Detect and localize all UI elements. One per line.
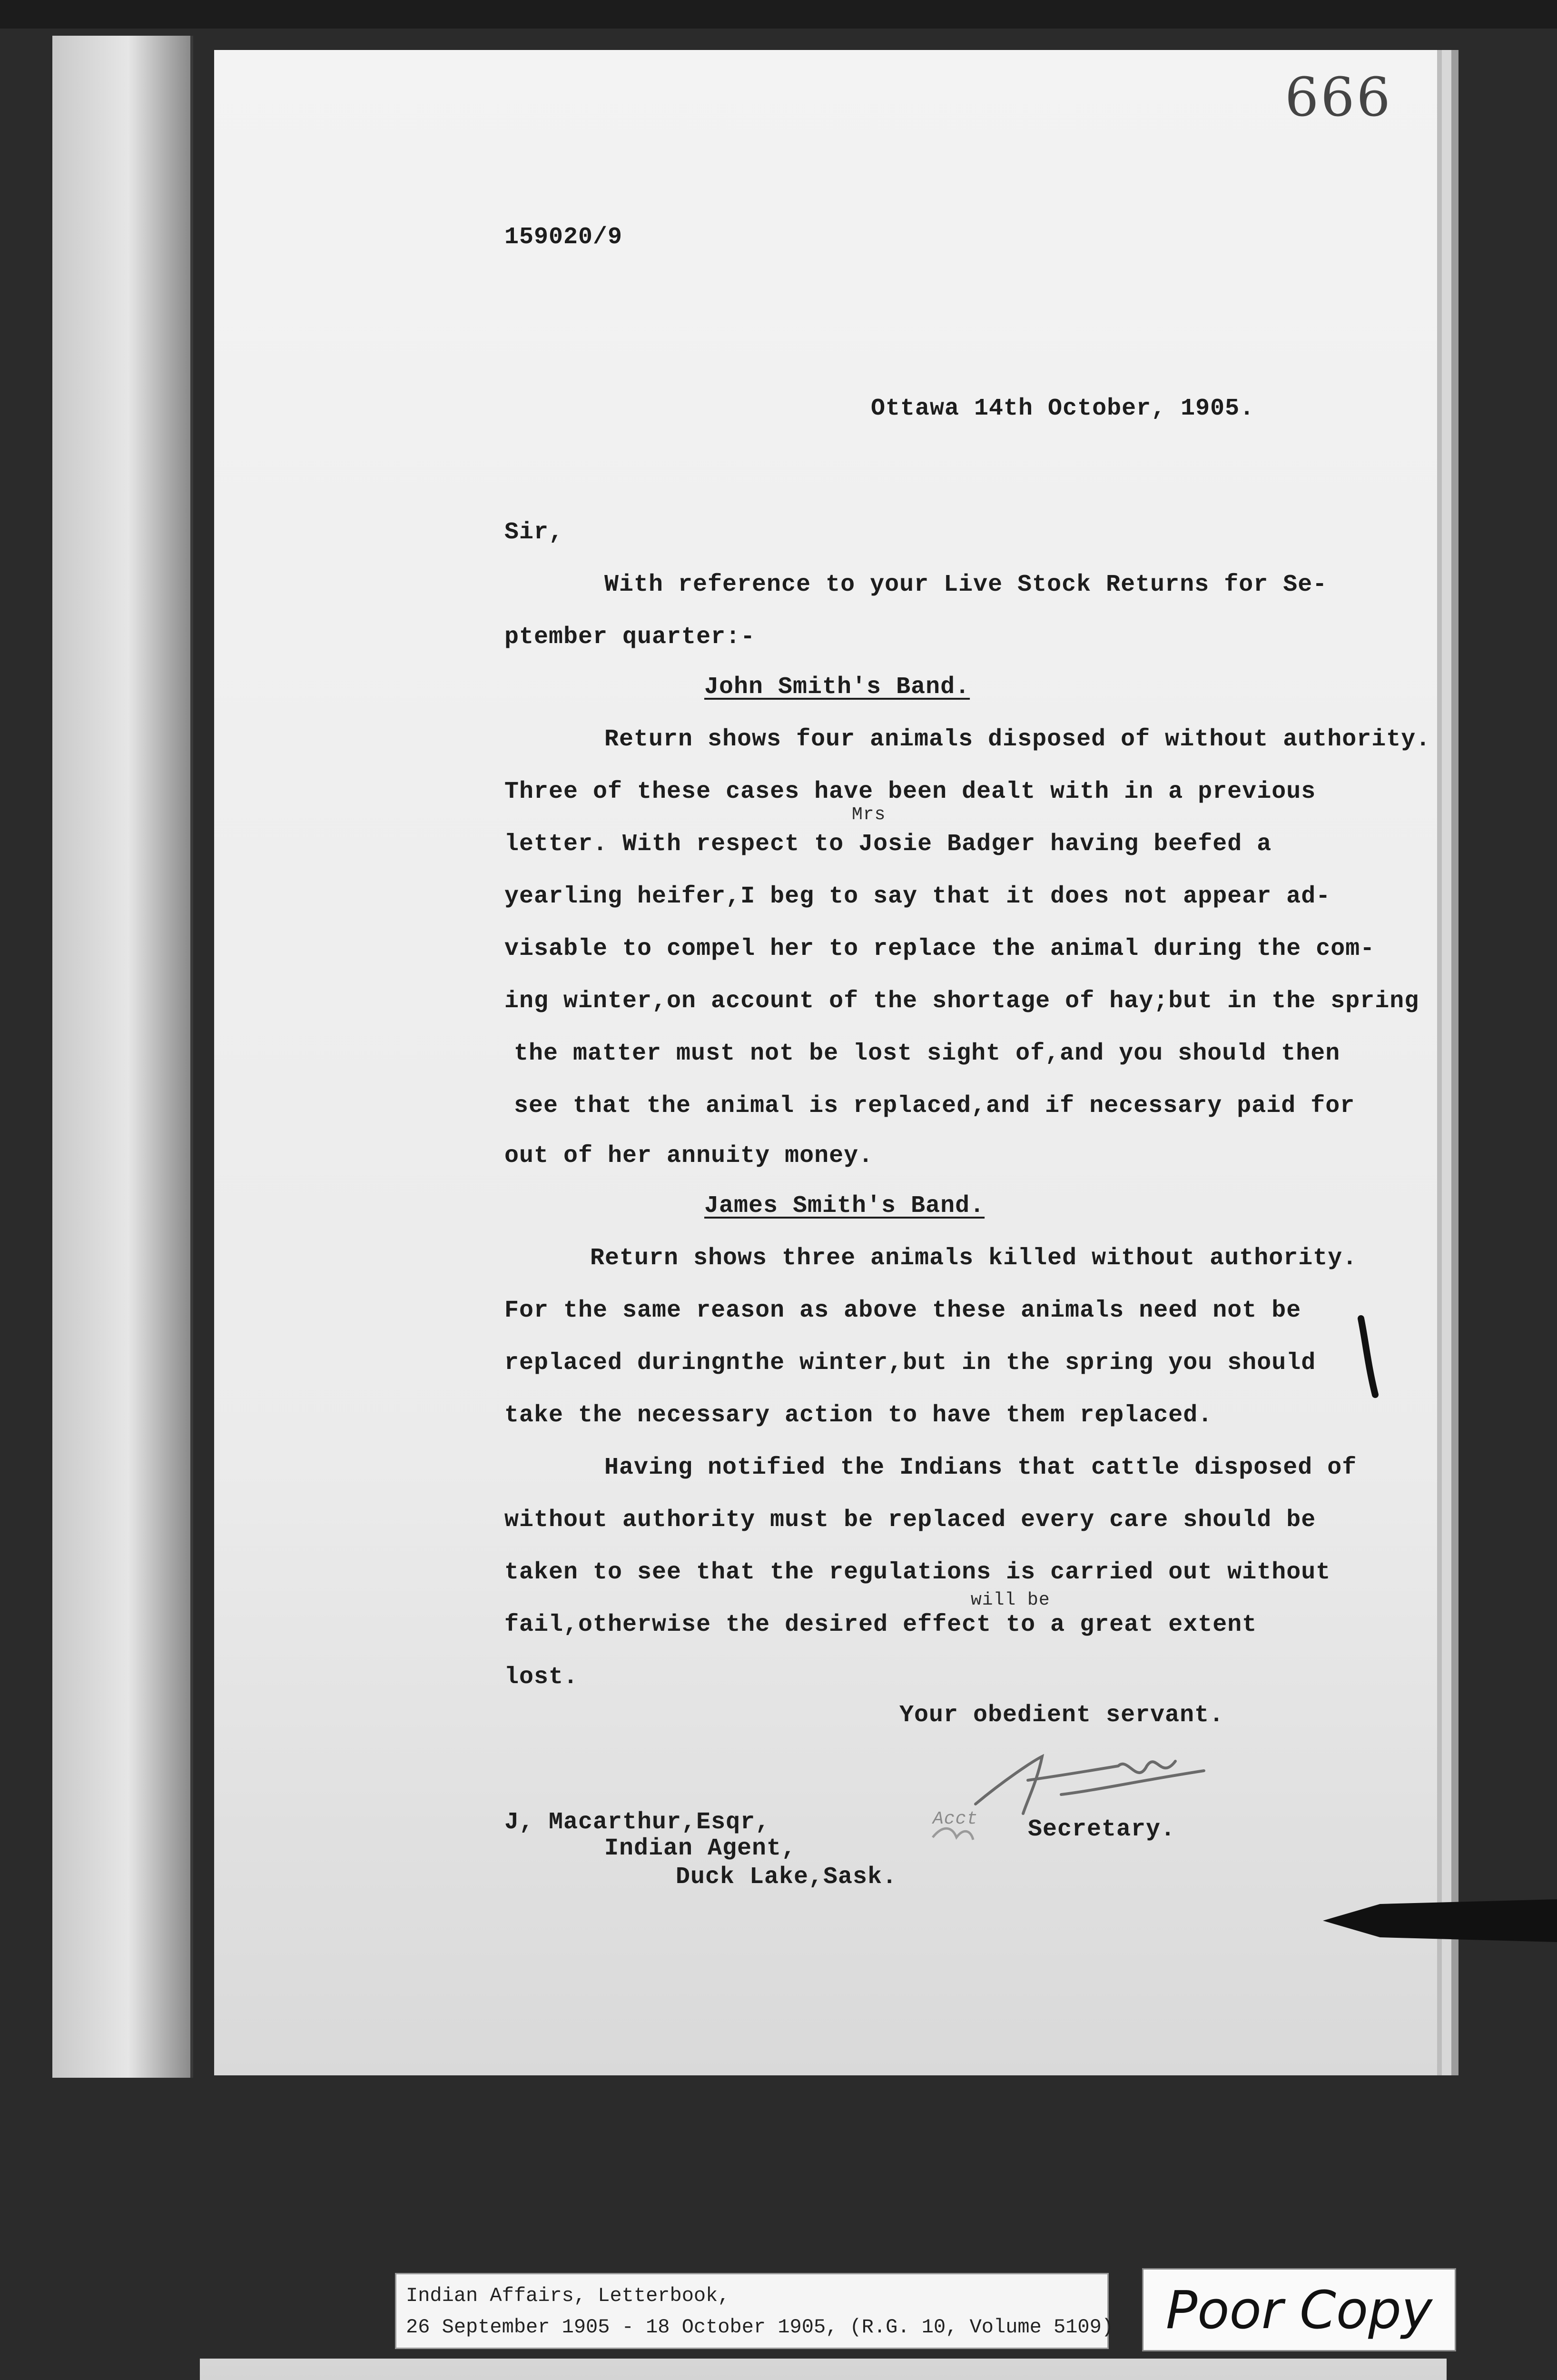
letter-line: lost. bbox=[504, 1664, 579, 1691]
letter-line: take the necessary action to have them replaced. bbox=[504, 1402, 1213, 1429]
file-number: 159020/9 bbox=[504, 224, 623, 251]
letter-line: ing winter,on account of the shortage of hay;but in the spring bbox=[504, 988, 1419, 1015]
caption-line: 26 September 1905 - 18 October 1905, (R.G. 10, Volume 5109) bbox=[406, 2316, 1114, 2339]
page-number: 666 bbox=[1285, 67, 1392, 129]
binding-strip bbox=[52, 36, 193, 2078]
letter-line: fail,otherwise the desired effect to a great extent bbox=[504, 1611, 1257, 1638]
letter-line: without authority must be replaced every care should be bbox=[504, 1507, 1316, 1534]
recipient-title: Indian Agent, bbox=[604, 1835, 797, 1862]
letter-line: visable to compel her to replace the animal during the com- bbox=[504, 935, 1375, 962]
signature-marginal-note: Acct bbox=[933, 1809, 978, 1829]
closing: Your obedient servant. bbox=[899, 1702, 1224, 1729]
letter-line: out of her annuity money. bbox=[504, 1142, 874, 1170]
signature-title: Secretary. bbox=[1028, 1816, 1176, 1843]
letter-line: taken to see that the regulations is carried out without bbox=[504, 1559, 1331, 1586]
recipient-name: J, Macarthur,Esqr, bbox=[504, 1809, 770, 1836]
film-edge-top bbox=[0, 0, 1557, 29]
section-heading: James Smith's Band. bbox=[704, 1192, 985, 1220]
ink-mark-icon bbox=[1351, 1314, 1380, 1399]
letter-line: yearling heifer,I beg to say that it does not appear ad- bbox=[504, 883, 1331, 910]
letter-line: letter. With respect to Josie Badger having beefed a bbox=[504, 831, 1272, 858]
letter-line: Return shows four animals disposed of without authority. bbox=[604, 726, 1431, 753]
pencil-tip-icon bbox=[1323, 1899, 1557, 1942]
letter-line: Three of these cases have been dealt with in a previous bbox=[504, 778, 1316, 805]
caption-line: Indian Affairs, Letterbook, bbox=[406, 2284, 730, 2307]
letter-line: ptember quarter:- bbox=[504, 624, 756, 651]
insertion-will-be: will be bbox=[971, 1590, 1050, 1610]
salutation: Sir, bbox=[504, 519, 564, 546]
archives-stamp-band bbox=[200, 2359, 1447, 2380]
letter-line: replaced duringnthe winter,but in the spring you should bbox=[504, 1349, 1316, 1377]
letter-line: With reference to your Live Stock Returns for Se- bbox=[604, 571, 1328, 598]
letter-line: For the same reason as above these animals need not be bbox=[504, 1297, 1301, 1324]
letter-line: Having notified the Indians that cattle disposed of bbox=[604, 1454, 1357, 1481]
insertion-mrs: Mrs bbox=[852, 804, 886, 825]
letter-line: the matter must not be lost sight of,and you should then bbox=[514, 1040, 1340, 1067]
dateline: Ottawa 14th October, 1905. bbox=[871, 395, 1255, 422]
recipient-location: Duck Lake,Sask. bbox=[676, 1864, 897, 1891]
section-heading: John Smith's Band. bbox=[704, 674, 970, 701]
archive-caption bbox=[395, 2273, 1114, 2349]
letter-line: see that the animal is replaced,and if necessary paid for bbox=[514, 1092, 1355, 1120]
poor-copy-label: Poor Copy bbox=[1142, 2268, 1456, 2351]
letter-line: Return shows three animals killed without authority. bbox=[590, 1245, 1358, 1272]
